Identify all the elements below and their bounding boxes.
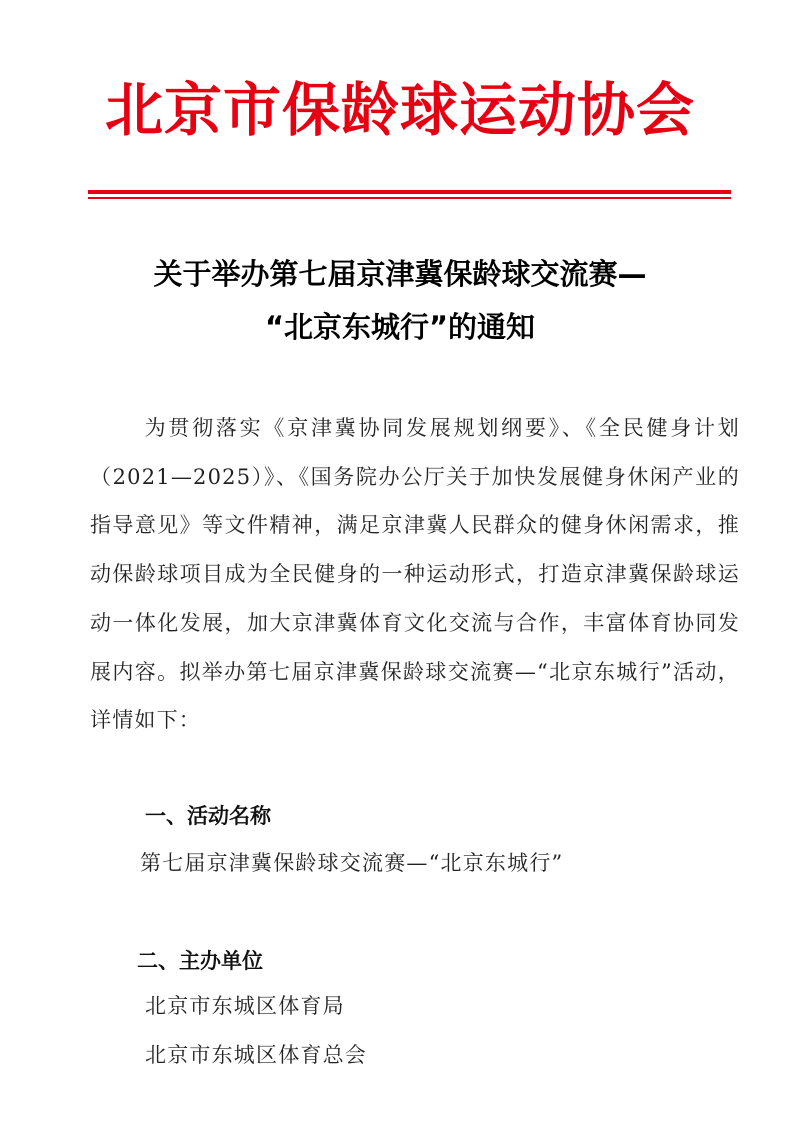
section-heading-organizers: 二、主办单位 [137, 949, 263, 973]
intro-paragraph: 为贯彻落实《京津冀协同发展规划纲要》、《全民健身计划（2021—2025）》、《国务院办公厅关于加快发展健身休闲产业的指导意见》等文件精神，满足京津冀人民群众的健身休闲需求，推动保龄球项目成为全民健身的一种运动形式，打造京津冀保龄球运动一体化发展，加大京津冀体育文化交流与合作，丰富体育协同发展内容。拟举办第七届京津冀保龄球交流赛—“北京东城行”活动，详情如下： [90, 416, 740, 733]
header-divider-thick [88, 190, 731, 194]
organization-header: 北京市保龄球运动协会 [104, 76, 695, 144]
section-heading-activity-name: 一、活动名称 [145, 804, 271, 828]
organizer-item: 北京市东城区体育局 [145, 994, 345, 1018]
activity-name-text: 第七届京津冀保龄球交流赛—“北京东城行” [140, 851, 564, 875]
document-title-line-1: 关于举办第七届京津冀保龄球交流赛— [153, 257, 647, 291]
header-divider-thin [88, 197, 731, 199]
organizer-item: 北京市东城区体育总会 [145, 1043, 367, 1067]
document-title-line-2: “北京东城行”的通知 [264, 310, 536, 344]
